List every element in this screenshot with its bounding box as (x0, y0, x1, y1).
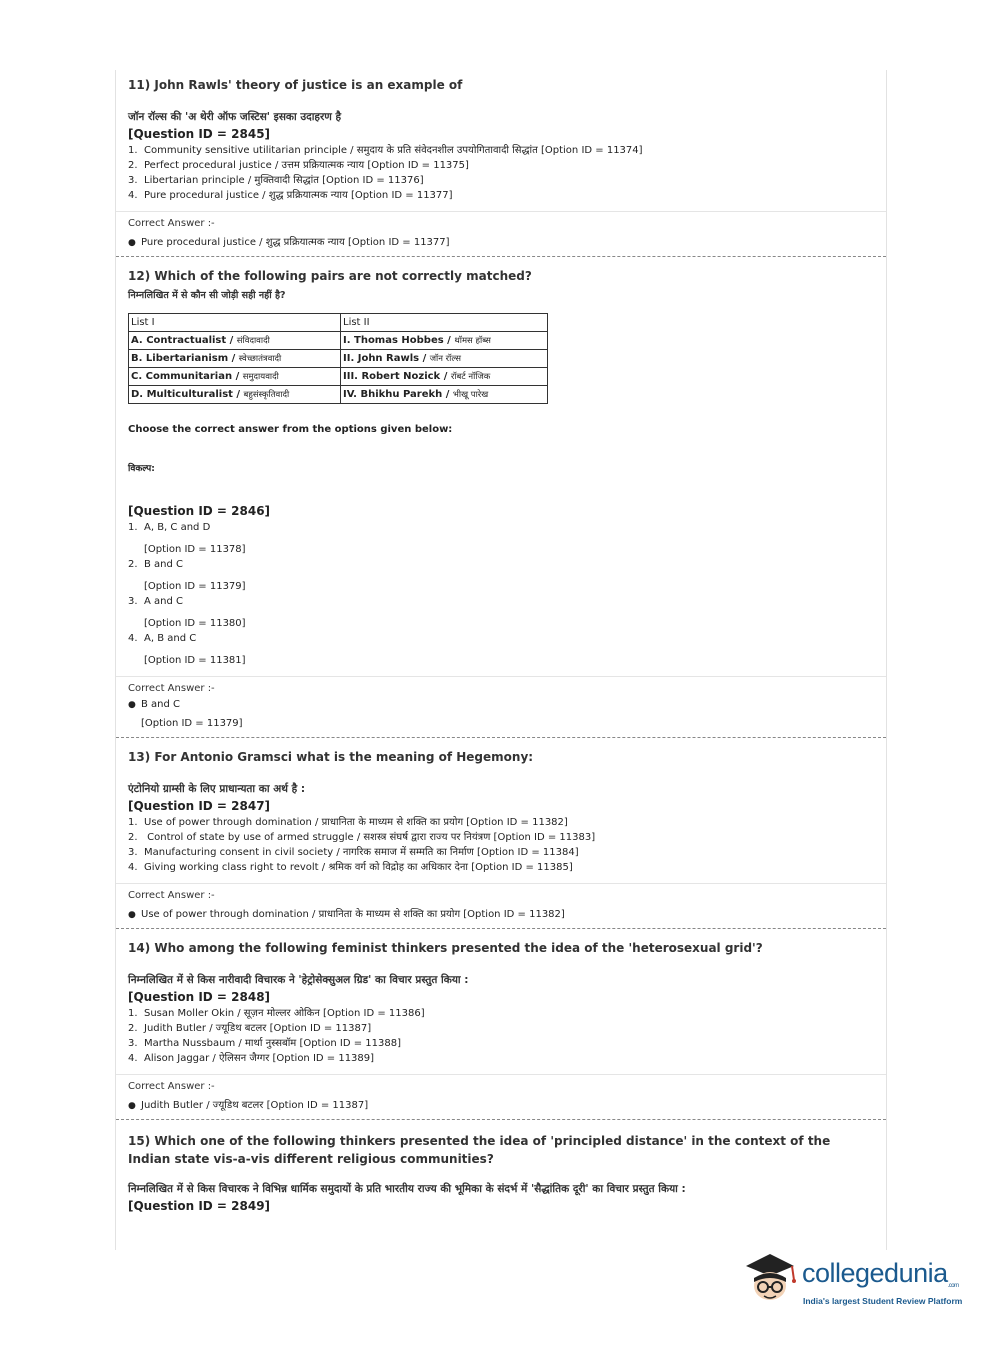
question-divider (116, 256, 886, 257)
answer-label: Correct Answer :- (128, 890, 215, 901)
question-divider (116, 737, 886, 738)
answer-item: ● Use of power through domination / प्राधानिता के माध्यम से शक्ति का प्रयोग [Option ID = 11382] (128, 909, 565, 920)
answer-item: ● B and C (128, 699, 181, 710)
question-hindi: जॉन रॉल्स की 'अ थेरी ऑफ जस्टिस' इसका उदाहरण है (128, 111, 342, 123)
option-item: 1. Susan Moller Okin / सूज़न मोल्लर ओकिन [Option ID = 11386] (128, 1008, 425, 1019)
table-row: B. Libertarianism / स्वेच्छातंत्रवादी II. John Rawls / जॉन रॉल्स (129, 350, 548, 368)
correct-answer (116, 677, 886, 729)
question-14 (116, 941, 886, 1066)
correct-answer (116, 212, 886, 248)
answer-label: Correct Answer :- (128, 218, 215, 229)
answer-option-id: [Option ID = 11379] (141, 718, 243, 729)
table-row: C. Communitarian / समुदायवादी III. Robert Nozick / रॉबर्ट नॉजिक (129, 368, 548, 386)
option-item: 2. Judith Butler / ज्यूडिथ बटलर [Option ID = 11387] (128, 1023, 372, 1034)
table-row: D. Multiculturalist / बहुसंस्कृतिवादी IV. Bhikhu Parekh / भीखू पारेख (129, 386, 548, 404)
option-item: 1. Community sensitive utilitarian principle / समुदाय के प्रति संवेदनशील उपयोगितावादी सिद्धांत [Option ID = 11374] (128, 145, 643, 156)
question-11 (116, 70, 886, 203)
match-table (128, 313, 548, 404)
question-divider (116, 928, 886, 929)
question-title: 13) For Antonio Gramsci what is the meaning of Hegemony: (128, 750, 534, 764)
brand-name: collegedunia.com (802, 1258, 959, 1289)
option-item: 4. Pure procedural justice / शुद्ध प्रक्रियात्मक न्याय [Option ID = 11377] (128, 190, 453, 201)
option-item: 1. Use of power through domination / प्राधानिता के माध्यम से शक्ति का प्रयोग [Option ID = 11382] (128, 817, 568, 828)
table-header: List I (129, 314, 341, 332)
option-item: 2. Control of state by use of armed struggle / सशस्त्र संघर्ष द्वारा राज्य पर नियंत्रण [Option ID = 11383] (128, 832, 596, 843)
option-item: 1. A, B, C and D [Option ID = 11378] (128, 522, 246, 555)
question-id: [Question ID = 2846] (128, 504, 271, 518)
question-13 (116, 750, 886, 875)
question-divider (116, 1119, 886, 1120)
answer-label: Correct Answer :- (128, 1081, 215, 1092)
option-item: 3. Martha Nussbaum / मार्था नुस्सबॉम [Option ID = 11388] (128, 1038, 401, 1049)
collegedunia-logo (740, 1248, 970, 1310)
question-id: [Question ID = 2845] (128, 127, 271, 141)
question-title: 15) Which one of the following thinkers presented the idea of 'principled distance' in the context of the Indian state vis-a-vis different religious communities? (128, 1134, 831, 1166)
question-title: 12) Which of the following pairs are not correctly matched? (128, 269, 532, 283)
question-title: 11) John Rawls' theory of justice is an example of (128, 78, 463, 92)
instruction-text: Choose the correct answer from the options given below: (128, 424, 453, 435)
correct-answer (116, 884, 886, 920)
table-header: List II (341, 314, 548, 332)
question-15 (116, 1132, 886, 1213)
answer-item: ● Pure procedural justice / शुद्ध प्रक्रियात्मक न्याय [Option ID = 11377] (128, 237, 450, 248)
question-hindi: एंटोनियो ग्राम्सी के लिए प्राधान्यता का अर्थ है : (128, 783, 306, 795)
correct-answer (116, 1075, 886, 1111)
question-12 (116, 269, 886, 668)
table-header-row (129, 314, 548, 332)
question-id: [Question ID = 2849] (128, 1199, 271, 1213)
option-list (128, 1006, 874, 1066)
option-item: 4. A, B and C [Option ID = 11381] (128, 633, 246, 666)
question-hindi: निम्नलिखित में से किस विचारक ने विभिन्न धार्मिक समुदायों के प्रति भारतीय राज्य की भूमिका के संदर्भ में 'सैद्धांतिक दूरी' का विचार प्रस्तुत किया : (128, 1183, 686, 1195)
options-label-hindi: विकल्प: (128, 464, 155, 474)
option-item: 2. B and C [Option ID = 11379] (128, 559, 246, 592)
option-item: 4. Alison Jaggar / ऐलिसन जैग्गर [Option ID = 11389] (128, 1053, 375, 1064)
question-id: [Question ID = 2847] (128, 799, 271, 813)
question-hindi: निम्नलिखित में से किस नारीवादी विचारक ने 'हेट्रोसेक्सुअल ग्रिड' का विचार प्रस्तुत किया : (128, 974, 469, 986)
answer-label: Correct Answer :- (128, 683, 215, 694)
question-id: [Question ID = 2848] (128, 990, 271, 1004)
table-row: A. Contractualist / संविदावादी I. Thomas Hobbes / थॉमस हॉब्स (129, 332, 548, 350)
option-list (128, 143, 874, 203)
option-item: 3. Libertarian principle / मुक्तिवादी सिद्धांत [Option ID = 11376] (128, 175, 424, 186)
mascot-icon (740, 1248, 800, 1310)
option-list (128, 520, 874, 668)
brand-tagline: India's largest Student Review Platform (803, 1296, 963, 1306)
question-hindi: निम्नलिखित में से कौन सी जोड़ी सही नहीं है? (128, 290, 286, 301)
option-list (128, 815, 874, 875)
answer-item: ● Judith Butler / ज्यूडिथ बटलर [Option ID = 11387] (128, 1100, 369, 1111)
option-item: 2. Perfect procedural justice / उत्तम प्रक्रियात्मक न्याय [Option ID = 11375] (128, 160, 469, 171)
question-title: 14) Who among the following feminist thinkers presented the idea of the 'heterosexual grid'? (128, 941, 763, 955)
option-item: 3. Manufacturing consent in civil society / नागरिक समाज में सम्मति का निर्माण [Option ID = 11384] (128, 847, 579, 858)
question-paper (115, 70, 887, 1250)
option-item: 4. Giving working class right to revolt / श्रमिक वर्ग को विद्रोह का अधिकार देना [Option ID = 11385] (128, 862, 573, 873)
option-item: 3. A and C [Option ID = 11380] (128, 596, 246, 629)
